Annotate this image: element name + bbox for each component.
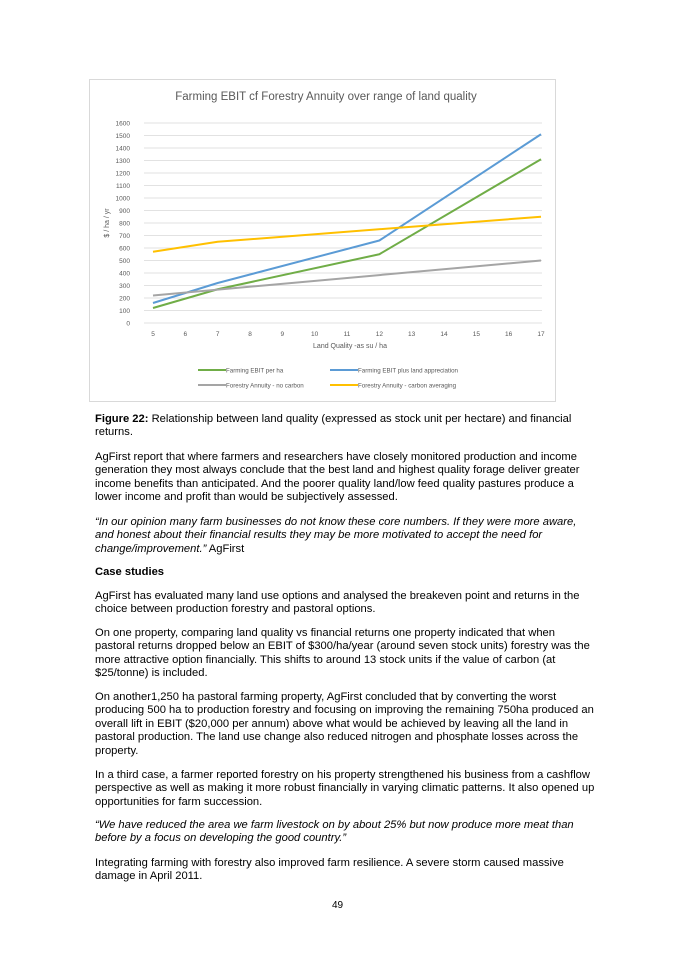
chart-title: Farming EBIT cf Forestry Annuity over range of land quality xyxy=(175,91,477,103)
x-tick-label: 16 xyxy=(505,331,513,338)
series-line xyxy=(153,261,541,296)
y-tick-label: 900 xyxy=(119,208,130,215)
caption-label: Figure 22: xyxy=(95,413,149,425)
x-tick-label: 9 xyxy=(280,331,285,338)
caption-text: Relationship between land quality (expressed as stock unit per hectare) and financial returns. xyxy=(95,413,572,439)
paragraph-third-case: In a third case, a farmer reported forestry on his property strengthened his business from a cashflow perspective as well as making it more robust financially in varying climatic patterns. It also opened up opportunities for farm succession. xyxy=(95,769,595,808)
x-tick-label: 14 xyxy=(440,331,448,338)
y-tick-label: 500 xyxy=(119,258,130,265)
paragraph-breakeven: AgFirst has evaluated many land use options and analysed the breakeven point and returns in the choice between production forestry and pastoral options. xyxy=(95,590,580,616)
x-tick-label: 7 xyxy=(215,331,220,338)
x-tick-label: 13 xyxy=(408,331,416,338)
x-tick-label: 17 xyxy=(537,331,545,338)
y-tick-label: 1600 xyxy=(115,120,130,128)
legend-label: Forestry Annuity - carbon averaging xyxy=(358,382,457,390)
line-chart xyxy=(90,80,555,401)
paragraph-resilience: Integrating farming with forestry also improved farm resilience. A severe storm caused massive damage in April 2011. xyxy=(95,857,564,883)
quote-agfirst xyxy=(95,516,595,556)
series-line xyxy=(153,217,541,252)
page-number: 49 xyxy=(331,900,344,911)
x-tick-label: 15 xyxy=(472,331,480,338)
paragraph-agfirst-report: AgFirst report that where farmers and researchers have closely monitored production and income generation they most always conclude that the best land and highest quality forage deliver greater income benefits than anticipated. And the poorer quality land/low feed quality pastures produce a lower income and profit than would be subjectively assessed. xyxy=(95,451,580,504)
x-tick-label: 8 xyxy=(248,331,252,338)
quote-farmer: “We have reduced the area we farm livestock on by about 25% but now produce more meat than before by a focus on developing the good country.” xyxy=(95,819,574,845)
y-tick-label: 1200 xyxy=(115,170,130,178)
legend-label: Farming EBIT per ha xyxy=(226,367,284,375)
y-tick-label: 1500 xyxy=(115,133,130,140)
y-tick-label: 1100 xyxy=(116,183,130,190)
y-tick-label: 800 xyxy=(119,220,130,228)
y-tick-label: 1400 xyxy=(115,145,130,153)
x-axis-label: Land Quality -as su / ha xyxy=(313,343,387,350)
y-tick-label: 700 xyxy=(119,233,130,240)
figure-caption xyxy=(95,413,595,440)
quote-attribution: AgFirst xyxy=(206,542,245,555)
y-tick-label: 1000 xyxy=(115,195,130,203)
y-tick-label: 600 xyxy=(119,245,130,253)
y-tick-label: 200 xyxy=(119,295,130,303)
legend-label: Forestry Annuity - no carbon xyxy=(226,382,304,390)
y-tick-label: 300 xyxy=(119,283,130,290)
x-tick-label: 6 xyxy=(183,331,188,338)
paragraph-second-property: On another1,250 ha pastoral farming property, AgFirst concluded that by converting the worst producing 500 ha to production forestry and focusing on improving the remaining 750ha produced an overall lift in EBIT ($20,000 per annum) above what would be achieved by leaving all the land in pastoral production. The land use change also reduced nitrogen and phosphate losses across the property. xyxy=(95,691,594,757)
section-heading-case-studies: Case studies xyxy=(95,566,165,578)
x-tick-label: 11 xyxy=(343,331,351,338)
y-tick-label: 400 xyxy=(119,270,130,278)
y-tick-label: 1300 xyxy=(115,158,130,165)
y-tick-label: 0 xyxy=(126,320,130,328)
quote-text: “In our opinion many farm businesses do not know these core numbers. If they were more aware, and honest about their financial results they may be more motivated to accept the need for change/improvement.” xyxy=(95,516,577,555)
x-tick-label: 5 xyxy=(151,331,155,338)
paragraph-first-property: On one property, comparing land quality vs financial returns one property indicated that when pastoral returns dropped below an EBIT of $300/ha/year (around seven stock units) forestry was the more attractive option financially. This shifts to around 13 stock units if the value of carbon (at $25/tonne) is included. xyxy=(95,627,590,680)
y-axis-label: $ / ha / yr xyxy=(104,208,111,238)
x-tick-label: 10 xyxy=(311,331,319,338)
x-tick-label: 12 xyxy=(375,331,383,338)
legend-label: Farming EBIT plus land appreciation xyxy=(358,367,458,375)
chart-frame xyxy=(89,79,556,402)
y-tick-label: 100 xyxy=(119,308,130,315)
